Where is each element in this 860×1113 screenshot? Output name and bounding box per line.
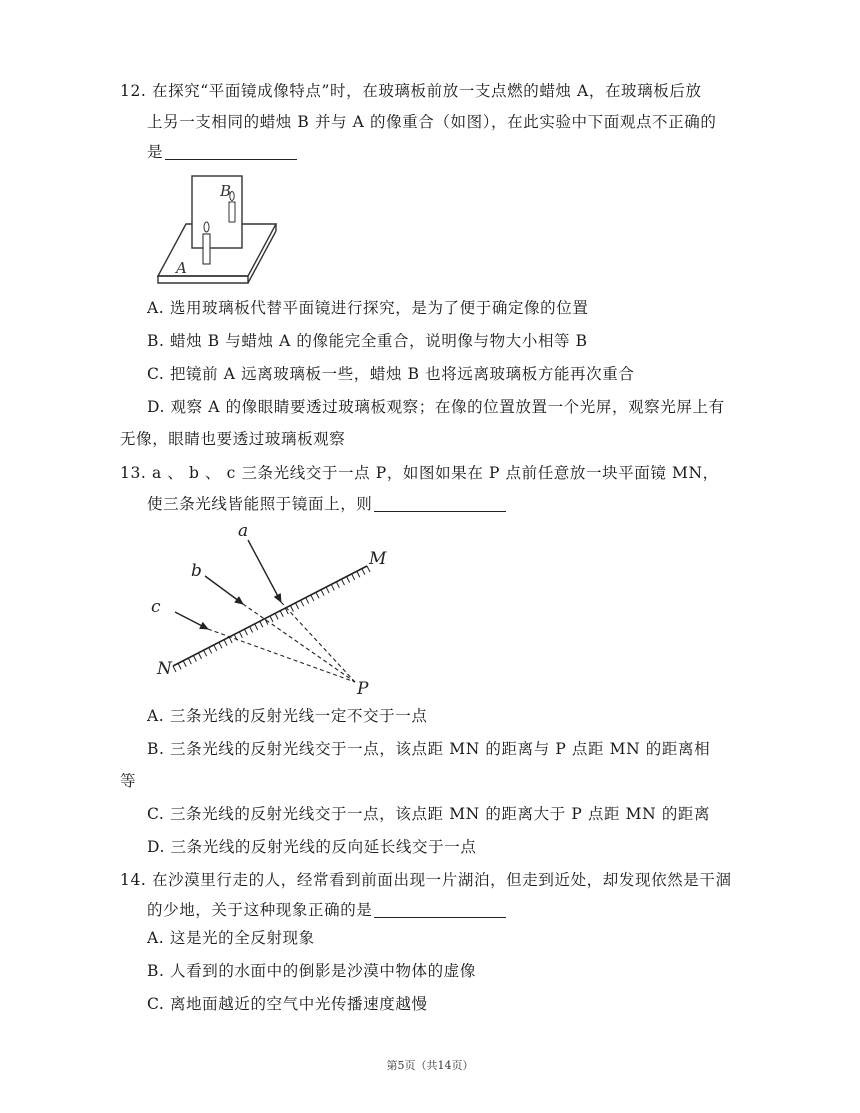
- q13-text-line-1: 13. a 、 b 、 c 三条光线交于一点 P，如图如果在 P 点前任意放一块平面镜 MN，: [120, 464, 719, 482]
- q13-option-c: C. 三条光线的反射光线交于一点，该点距 MN 的距离大于 P 点距 MN 的距离: [147, 805, 711, 823]
- q14-option-c: C. 离地面越近的空气中光传播速度越慢: [147, 995, 428, 1013]
- mirror-hatch-mark: [341, 579, 344, 585]
- q12-text-line-3-label: 是: [147, 143, 164, 161]
- q12-option-d-line-2: 无像，眼睛也要透过玻璃板观察: [120, 430, 346, 448]
- q14-text-line-2-label: 的少地，关于这种现象正确的是: [147, 901, 373, 919]
- mirror-hatch-mark: [239, 632, 242, 638]
- q13-text-line-2: [147, 493, 506, 515]
- q12-text-line-1: 12. 在探究“平面镜成像特点”时，在玻璃板前放一支点燃的蜡烛 A，在玻璃板后放: [120, 82, 702, 100]
- q14-answer-blank: [374, 901, 506, 918]
- q14-option-a: A. 这是光的全反射现象: [147, 929, 315, 947]
- mirror-hatch-mark: [204, 650, 207, 656]
- mirror-hatch-mark: [280, 611, 283, 617]
- q13-option-b-line-2: 等: [120, 772, 137, 790]
- page-footer: 第5页（共14页）: [386, 1059, 474, 1072]
- q13-figure-label-m: M: [369, 549, 387, 569]
- q13-light-ray-figure: [145, 520, 395, 700]
- mirror-hatch-mark: [362, 569, 365, 575]
- mirror-hatch-mark: [275, 613, 278, 619]
- q13-text-line-2-label: 使三条光线皆能照于镜面上，则: [147, 495, 373, 513]
- mirror-hatch-mark: [296, 603, 299, 609]
- mirror-hatch-mark: [260, 621, 263, 627]
- mirror-hatch-mark: [178, 663, 181, 669]
- mirror-hatch-mark: [316, 592, 319, 598]
- mirror-hatch-mark: [183, 661, 186, 667]
- mirror-hatch-mark: [306, 598, 309, 604]
- mirror-hatch-mark: [255, 624, 258, 630]
- q13-figure-label-c: c: [151, 597, 161, 617]
- mirror-hatch-mark: [347, 577, 350, 583]
- mirror-hatch-mark: [250, 627, 253, 633]
- q13-figure-label-b: b: [191, 561, 202, 581]
- mirror-hatch-mark: [352, 574, 355, 580]
- mirror-hatch-mark: [357, 571, 360, 577]
- q12-option-a: A. 选用玻璃板代替平面镜进行探究，是为了便于确定像的位置: [147, 299, 589, 317]
- mirror-hatch-mark: [224, 640, 227, 646]
- q12-option-d-line-1: D. 观察 A 的像眼睛要透过玻璃板观察；在像的位置放置一个光屏，观察光屏上有: [147, 398, 725, 416]
- q12-mirror-candle-figure: [150, 172, 278, 290]
- mirror-hatch-mark: [219, 642, 222, 648]
- q14-option-b: B. 人看到的水面中的倒影是沙漠中物体的虚像: [147, 962, 476, 980]
- q13-option-a: A. 三条光线的反射光线一定不交于一点: [147, 707, 428, 725]
- mirror-hatch-mark: [229, 637, 232, 643]
- q12-text-line-3: [147, 141, 297, 163]
- q13-figure-label-p: P: [357, 679, 369, 699]
- mirror-hatch-mark: [188, 658, 191, 664]
- q13-answer-blank: [374, 495, 506, 512]
- mirror-hatch-mark: [214, 645, 217, 651]
- mirror-hatch-mark: [321, 590, 324, 596]
- mirror-hatch-mark: [301, 600, 304, 606]
- q12-option-c: C. 把镜前 A 远离玻璃板一些，蜡烛 B 也将远离玻璃板方能再次重合: [147, 365, 635, 383]
- mirror-hatch-mark: [290, 605, 293, 611]
- q13-figure-label-n: N: [157, 659, 172, 679]
- mirror-hatch-mark: [199, 653, 202, 659]
- q12-text-line-2: 上另一支相同的蜡烛 B 并与 A 的像重合（如图），在此实验中下面观点不正确的: [147, 113, 717, 131]
- q12-figure-label-b: B: [220, 182, 232, 200]
- mirror-hatch-mark: [270, 616, 273, 622]
- q14-text-line-1: 14. 在沙漠里行走的人，经常看到前面出现一片湖泊，但走到近处，却发现依然是干涸: [120, 871, 732, 889]
- mirror-hatch-mark: [173, 666, 176, 672]
- q14-text-line-2: [147, 899, 506, 921]
- mirror-hatch-mark: [326, 587, 329, 593]
- mirror-hatch-mark: [209, 648, 212, 654]
- mirror-hatch-mark: [193, 655, 196, 661]
- mirror-hatch-mark: [331, 584, 334, 590]
- q12-option-b: B. 蜡烛 B 与蜡烛 A 的像能完全重合，说明像与物大小相等 B: [147, 332, 588, 350]
- q12-figure-label-a: A: [176, 259, 187, 277]
- mirror-hatch-mark: [336, 582, 339, 588]
- q12-answer-blank: [165, 143, 297, 160]
- q13-figure-label-a: a: [238, 521, 249, 541]
- mirror-hatch-mark: [244, 629, 247, 635]
- q13-option-b-line-1: B. 三条光线的反射光线交于一点，该点距 MN 的距离与 P 点距 MN 的距离相: [147, 740, 711, 758]
- mirror-hatch-mark: [311, 595, 314, 601]
- q13-option-d: D. 三条光线的反射光线的反向延长线交于一点: [147, 838, 477, 856]
